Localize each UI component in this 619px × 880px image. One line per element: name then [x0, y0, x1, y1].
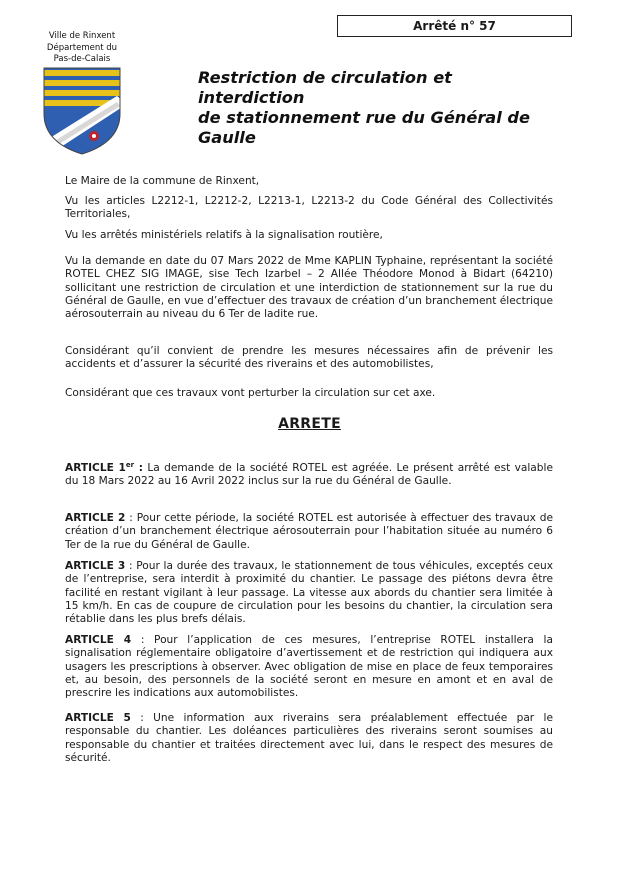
article-5	[65, 712, 553, 765]
considerant-travaux: Considérant que ces travaux vont perturber la circulation sur cet axe.	[65, 387, 436, 399]
arrete-heading: ARRETE	[278, 416, 341, 432]
org-town: Ville de Rinxent	[48, 31, 116, 41]
article-1	[65, 462, 553, 489]
considerant-securite: Considérant qu’il convient de prendre les mesures nécessaires afin de prévenir les accidents et d’assurer la sécurité des riverains et des automobilistes,	[65, 345, 553, 371]
considerant-travaux-block	[65, 387, 553, 400]
article-4	[65, 634, 553, 700]
org-region: Pas-de-Calais	[53, 54, 111, 64]
article-2-label: ARTICLE 2	[65, 512, 126, 524]
considerant-securite-block	[65, 345, 553, 372]
article-4-label: ARTICLE 4	[65, 634, 132, 646]
document-title	[198, 68, 558, 148]
article-1-text: La demande de la société ROTEL est agréée. Le présent arrêté est valable du 18 Mars 2022 au 16 Avril 2022 inclus sur la rue du Général de Gaulle.	[65, 462, 553, 488]
article-4-text: : Pour l’application de ces mesures, l’entreprise ROTEL installera la signalisation réglementaire obligatoire d’avertissement et de restriction qui indiquera aux usagers les prescriptions à observer. Avec obligation de mise en place de feux temporaires et, au besoin, des personnels de la société seront en mesure en amont et en aval de prescrire les indications aux automobilistes.	[65, 634, 553, 700]
vu-articles-block	[65, 195, 553, 222]
vu-demande-block	[65, 255, 553, 321]
mayor-line: Le Maire de la commune de Rinxent,	[65, 175, 260, 187]
article-5-label: ARTICLE 5	[65, 712, 131, 724]
coat-of-arms-icon	[42, 66, 122, 156]
vu-arretes-block	[65, 229, 553, 242]
article-5-text: : Une information aux riverains sera préalablement effectuée par le responsable du chantier. Les doléances particulières des riverains seront soumises au responsable du chantier et traitées directement avec lui, dans le respect des mesures de sécurité.	[65, 712, 553, 764]
article-3	[65, 560, 553, 626]
arrete-number-box: Arrêté n° 57	[337, 15, 572, 37]
article-1-label: ARTICLE 1er :	[65, 461, 143, 474]
title-line: Gaulle	[198, 128, 256, 147]
article-2-text: : Pour cette période, la société ROTEL est autorisée à effectuer des travaux de création d’un branchement électrique aérosouterrain pour l’habitation située au numéro 6 Ter de la rue du Général de Gaulle.	[65, 512, 553, 551]
mayor-line-block	[65, 175, 553, 188]
issuing-authority	[32, 31, 132, 66]
vu-articles: Vu les articles L2212-1, L2212-2, L2213-1, L2213-2 du Code Général des Collectivités Territoriales,	[65, 195, 553, 221]
title-line: de stationnement rue du Général de	[198, 108, 530, 127]
article-2	[65, 512, 553, 552]
title-line: Restriction de circulation et interdiction	[198, 68, 452, 107]
org-department: Département du	[46, 42, 118, 53]
vu-demande: Vu la demande en date du 07 Mars 2022 de Mme KAPLIN Typhaine, représentant la société ROTEL CHEZ SIG IMAGE, sise Tech Izarbel – 2 Allée Théodore Monod à Bidart (64210) sollicitant une restriction de circulation et une interdiction de stationnement sur la rue du Général de Gaulle, en vue d’effectuer des travaux de création d’un branchement électrique aérosouterrain au niveau du 6 Ter de ladite rue.	[65, 255, 553, 321]
article-3-text: : Pour la durée des travaux, le stationnement de tous véhicules, exceptés ceux de l’entreprise, sera interdit à proximité du chantier. Le passage des piétons devra être facilité en restant vigilant à leur passage. La vitesse aux abords du chantier sera limitée à 15 km/h. En cas de coupure de circulation pour les besoins du chantier, la circulation sera rétablie dans les plus brefs délais.	[65, 560, 553, 626]
article-1-sup: er	[125, 461, 135, 469]
article-3-label: ARTICLE 3	[65, 560, 126, 572]
vu-arretes: Vu les arrêtés ministériels relatifs à la signalisation routière,	[65, 229, 383, 241]
